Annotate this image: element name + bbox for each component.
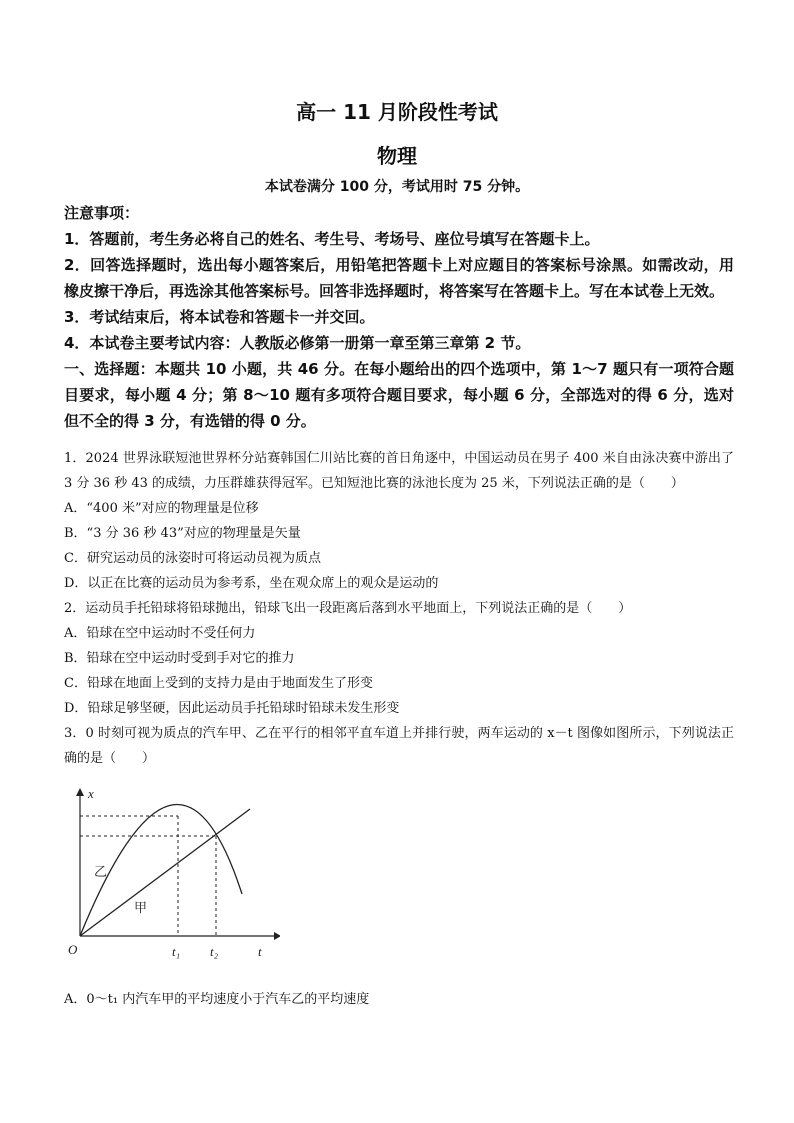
line-jia-label: 甲 — [134, 901, 148, 916]
x-axis-label: t — [258, 944, 262, 959]
question-stem: 2．运动员手托铅球将铅球抛出，铅球飞出一段距离后落到水平地面上，下列说法正确的是（ ） — [64, 601, 632, 616]
t-axis-arrow — [274, 932, 280, 940]
curve-yi-label: 乙 — [94, 865, 108, 880]
question-option: B．“3 分 36 秒 43”对应的物理量是矢量 — [64, 526, 301, 541]
question-option: C．研究运动员的泳姿时可将运动员视为质点 — [64, 551, 321, 566]
note-item: 2．回答选择题时，选出每小题答案后，用铅笔把答题卡上对应题目的答案标号涂黑。如需改动，用橡皮擦干净后，再选涂其他答案标号。回答非选择题时，将答案写在答题卡上。写在本试卷上无效。 — [64, 256, 734, 300]
question-stem: 1．2024 世界泳联短池世界杯分站赛韩国仁川站比赛的首日角逐中，中国运动员在男子 400 米自由泳决赛中游出了 3 分 36 秒 43 的成绩，力压群雄获得冠军。已知短池比赛的泳池长度为 25 米，下列说法正确的是（ ） — [64, 451, 734, 491]
note-item: 1．答题前，考生务必将自己的姓名、考生号、考场号、座位号填写在答题卡上。 — [64, 230, 600, 248]
question-stem: 3．0 时刻可视为质点的汽车甲、乙在平行的相邻平直车道上并排行驶，两车运动的 x－t 图像如图所示，下列说法正确的是（ ） — [64, 726, 734, 766]
question-option: D．铅球足够坚硬，因此运动员手托铅球时铅球未发生形变 — [64, 701, 400, 716]
x-t-graph — [60, 784, 280, 964]
notes-heading: 注意事项： — [64, 204, 140, 222]
question-3 — [64, 721, 734, 771]
tick-t1: t₁ — [172, 944, 181, 959]
question-option: B．铅球在空中运动时受到手对它的推力 — [64, 651, 295, 666]
tick-t2: t₂ — [210, 944, 219, 959]
question-3-options — [64, 987, 734, 1012]
subject-title: 物理 — [377, 144, 417, 168]
question-option: D．以正在比赛的运动员为参考系，坐在观众席上的观众是运动的 — [64, 576, 439, 591]
question-option: A．0～t₁ 内汽车甲的平均速度小于汽车乙的平均速度 — [64, 992, 370, 1007]
section-heading: 一、选择题：本题共 10 小题，共 46 分。在每小题给出的四个选项中，第 1～7 题只有一项符合题目要求，每小题 4 分；第 8～10 题有多项符合题目要求，每小题 6 分，全部选对的得 6 分，选对但不全的得 3 分，有选错的得 0 分。 — [64, 360, 734, 430]
exam-title: 高一 11 月阶段性考试 — [296, 100, 498, 124]
question-option: A．铅球在空中运动时不受任何力 — [64, 626, 256, 641]
question-2 — [64, 596, 734, 721]
question-1 — [64, 446, 734, 596]
origin-label: O — [68, 942, 78, 957]
y-axis-label: x — [88, 786, 94, 801]
question-option: A．“400 米”对应的物理量是位移 — [64, 501, 259, 516]
x-axis-arrow — [76, 788, 84, 796]
exam-info: 本试卷满分 100 分，考试用时 75 分钟。 — [264, 179, 530, 195]
note-item: 4．本试卷主要考试内容：人教版必修第一册第一章至第三章第 2 节。 — [64, 334, 531, 352]
note-item: 3．考试结束后，将本试卷和答题卡一并交回。 — [64, 308, 375, 326]
notes-section — [64, 200, 734, 434]
question-option: C．铅球在地面上受到的支持力是由于地面发生了形变 — [64, 676, 373, 691]
